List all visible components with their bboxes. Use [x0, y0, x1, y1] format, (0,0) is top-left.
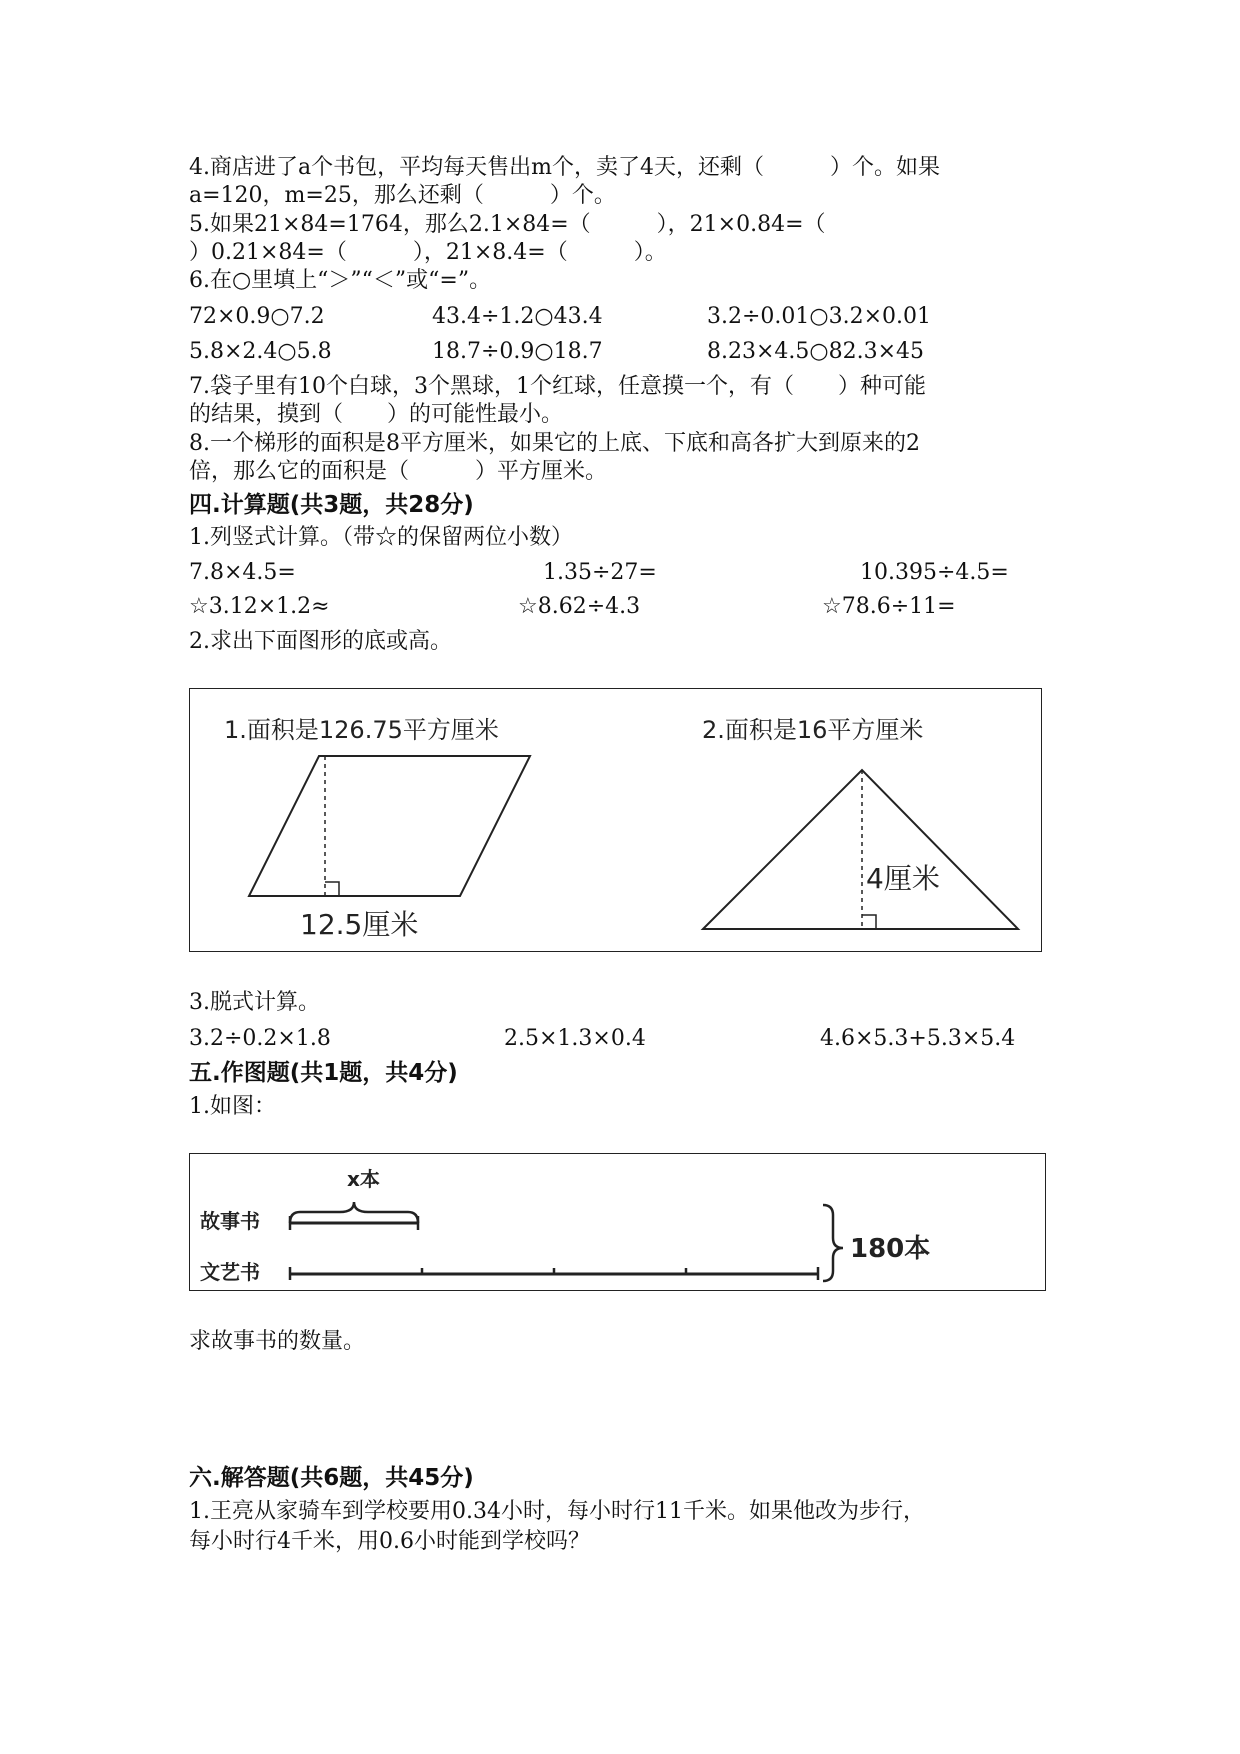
top-brace	[290, 1202, 418, 1223]
triangle-shape	[703, 770, 1018, 929]
expression-item: 4.6×5.3+5.3×5.4	[820, 1026, 1016, 1051]
compare-item: 18.7÷0.9○18.7	[432, 339, 603, 364]
section-6-q1-line-1: 1.王亮从家骑车到学校要用0.34小时，每小时行11千米。如果他改为步行，	[189, 1499, 925, 1524]
expression-item: 2.5×1.3×0.4	[504, 1026, 646, 1051]
literature-book-label: 文艺书	[200, 1260, 260, 1284]
right-angle-mark	[325, 882, 339, 896]
calc-item: ☆8.62÷4.3	[518, 594, 641, 619]
compare-item: 5.8×2.4○5.8	[189, 339, 332, 364]
section-6-title: 六.解答题(共6题，共45分)	[189, 1465, 474, 1491]
question-7-line-1: 7.袋子里有10个白球，3个黑球，1个红球，任意摸一个，有（ ）种可能	[189, 374, 926, 399]
question-7-line-2: 的结果，摸到（ ）的可能性最小。	[189, 402, 564, 427]
compare-item: 72×0.9○7.2	[189, 304, 325, 329]
calc-item: 1.35÷27=	[543, 560, 657, 585]
parallelogram-shape	[249, 756, 530, 896]
right-brace	[823, 1205, 843, 1281]
question-4-line-1: 4.商店进了a个书包，平均每天售出m个，卖了4天，还剩（ ）个。如果	[189, 155, 940, 180]
compare-item: 3.2÷0.01○3.2×0.01	[707, 304, 932, 329]
section-4-q1-prompt: 1.列竖式计算。（带☆的保留两位小数）	[189, 525, 573, 550]
section-5-question: 求故事书的数量。	[189, 1329, 366, 1354]
x-quantity-label: x本	[347, 1167, 380, 1191]
question-4-line-2: a=120，m=25，那么还剩（ ）个。	[189, 183, 616, 208]
question-8-line-2: 倍，那么它的面积是（ ）平方厘米。	[189, 459, 608, 484]
question-5-line-2: ）0.21×84=（ ），21×8.4=（ ）。	[189, 240, 667, 265]
section-4-title: 四.计算题(共3题，共28分)	[189, 492, 474, 518]
total-label: 180本	[850, 1234, 931, 1264]
question-8-line-1: 8.一个梯形的面积是8平方厘米，如果它的上底、下底和高各扩大到原来的2	[189, 431, 920, 456]
expression-item: 3.2÷0.2×1.8	[189, 1026, 331, 1051]
calc-item: ☆78.6÷11=	[822, 594, 956, 619]
calc-item: 7.8×4.5=	[189, 560, 296, 585]
section-4-q3-prompt: 3.脱式计算。	[189, 990, 320, 1015]
shapes-figure	[189, 688, 1042, 952]
segment-diagram	[189, 1153, 1046, 1291]
section-6-q1-line-2: 每小时行4千米，用0.6小时能到学校吗？	[189, 1529, 590, 1554]
section-4-q2-prompt: 2.求出下面图形的底或高。	[189, 629, 452, 654]
calc-item: ☆3.12×1.2≈	[189, 594, 330, 619]
compare-item: 8.23×4.5○82.3×45	[707, 339, 925, 364]
parallelogram-area-label: 1.面积是126.75平方厘米	[224, 716, 499, 744]
right-angle-mark	[862, 915, 876, 929]
triangle-area-label: 2.面积是16平方厘米	[702, 716, 924, 744]
compare-item: 43.4÷1.2○43.4	[432, 304, 603, 329]
calc-item: 10.395÷4.5=	[860, 560, 1009, 585]
question-6-prompt: 6.在○里填上“＞”“＜”或“=”。	[189, 268, 492, 293]
parallelogram-base-label: 12.5厘米	[300, 908, 419, 941]
section-5-q1-prompt: 1.如图：	[189, 1094, 276, 1119]
story-book-label: 故事书	[200, 1209, 260, 1233]
question-5-line-1: 5.如果21×84=1764，那么2.1×84=（ ），21×0.84=（	[189, 212, 826, 237]
triangle-height-label: 4厘米	[866, 862, 940, 895]
section-5-title: 五.作图题(共1题，共4分)	[189, 1060, 458, 1086]
